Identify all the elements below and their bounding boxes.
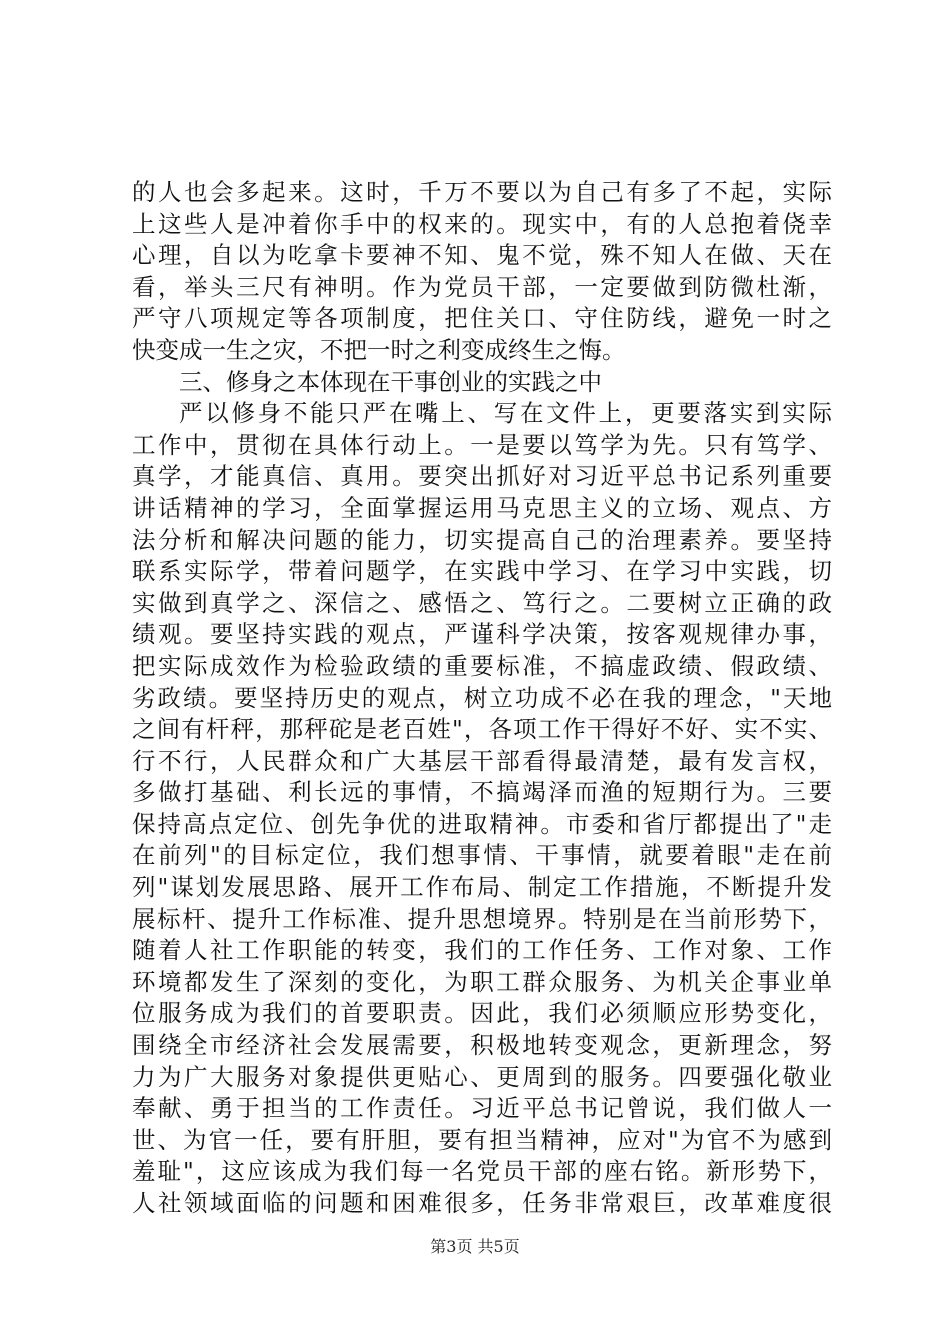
paragraph-line: 的人也会多起来。这时，千万不要以为自己有多了不起，实际 xyxy=(132,178,832,206)
paragraph-line: 多做打基础、利长远的事情，不搞竭泽而渔的短期行为。三要 xyxy=(132,778,832,807)
paragraph-line: 在前列"的目标定位，我们想事情、干事情，就要着眼"走在前 xyxy=(132,841,832,870)
paragraph-line: 心理，自以为吃拿卡要神不知、鬼不觉，殊不知人在做、天在 xyxy=(132,241,832,270)
paragraph-line: 严以修身不能只严在嘴上、写在文件上，更要落实到实际 xyxy=(179,399,832,428)
paragraph-line: 劣政绩。要坚持历史的观点，树立功成不必在我的理念，"天地 xyxy=(132,683,832,712)
paragraph-line: 绩观。要坚持实践的观点，严谨科学决策，按客观规律办事， xyxy=(132,620,832,649)
page-footer: 第3页 共5页 xyxy=(430,1237,520,1256)
paragraph-line: 环境都发生了深刻的变化，为职工群众服务、为机关企事业单 xyxy=(132,967,832,996)
paragraph-line: 之间有杆秤，那秤砣是老百姓"，各项工作干得好不好、实不实、 xyxy=(132,715,832,744)
paragraph-line: 围绕全市经济社会发展需要，积极地转变观念，更新理念，努 xyxy=(132,1031,832,1060)
paragraph-line: 羞耻"，这应该成为我们每一名党员干部的座右铭。新形势下， xyxy=(132,1157,832,1186)
paragraph-line: 人社领域面临的问题和困难很多，任务非常艰巨，改革难度很 xyxy=(132,1189,832,1217)
paragraph-line: 列"谋划发展思路、展开工作布局、制定工作措施，不断提升发 xyxy=(132,873,832,902)
document-body xyxy=(132,177,832,1220)
paragraph-line: 位服务成为我们的首要职责。因此，我们必须顺应形势变化， xyxy=(132,999,832,1028)
paragraph-line: 讲话精神的学习，全面掌握运用马克思主义的立场、观点、方 xyxy=(132,493,832,522)
paragraph-line: 快变成一生之灾，不把一时之利变成终生之悔。 xyxy=(132,335,626,364)
paragraph-line: 随着人社工作职能的转变，我们的工作任务、工作对象、工作 xyxy=(132,936,832,965)
paragraph-line: 真学，才能真信、真用。要突出抓好对习近平总书记系列重要 xyxy=(132,462,832,491)
paragraph-line: 力为广大服务对象提供更贴心、更周到的服务。四要强化敬业 xyxy=(132,1062,832,1091)
section-heading: 三、修身之本体现在干事创业的实践之中 xyxy=(179,367,602,396)
paragraph-line: 联系实际学，带着问题学，在实践中学习、在学习中实践，切 xyxy=(132,557,832,586)
paragraph-line: 世、为官一任，要有肝胆，要有担当精神，应对"为官不为感到 xyxy=(132,1125,832,1154)
paragraph-line: 行不行，人民群众和广大基层干部看得最清楚，最有发言权， xyxy=(132,746,832,775)
paragraph-line: 保持高点定位、创先争优的进取精神。市委和省厅都提出了"走 xyxy=(132,809,832,838)
paragraph-line: 看，举头三尺有神明。作为党员干部，一定要做到防微杜渐， xyxy=(132,272,832,301)
paragraph-line: 实做到真学之、深信之、感悟之、笃行之。二要树立正确的政 xyxy=(132,588,832,617)
paragraph-line: 上这些人是冲着你手中的权来的。现实中，有的人总抱着侥幸 xyxy=(132,209,832,238)
paragraph-line: 奉献、勇于担当的工作责任。习近平总书记曾说，我们做人一 xyxy=(132,1094,832,1123)
paragraph-line: 工作中，贯彻在具体行动上。一是要以笃学为先。只有笃学、 xyxy=(132,430,832,459)
paragraph-line: 法分析和解决问题的能力，切实提高自己的治理素养。要坚持 xyxy=(132,525,832,554)
paragraph-line: 展标杆、提升工作标准、提升思想境界。特别是在当前形势下， xyxy=(132,904,832,933)
paragraph-line: 严守八项规定等各项制度，把住关口、守住防线，避免一时之 xyxy=(132,304,832,333)
paragraph-line: 把实际成效作为检验政绩的重要标准，不搞虚政绩、假政绩、 xyxy=(132,651,832,680)
